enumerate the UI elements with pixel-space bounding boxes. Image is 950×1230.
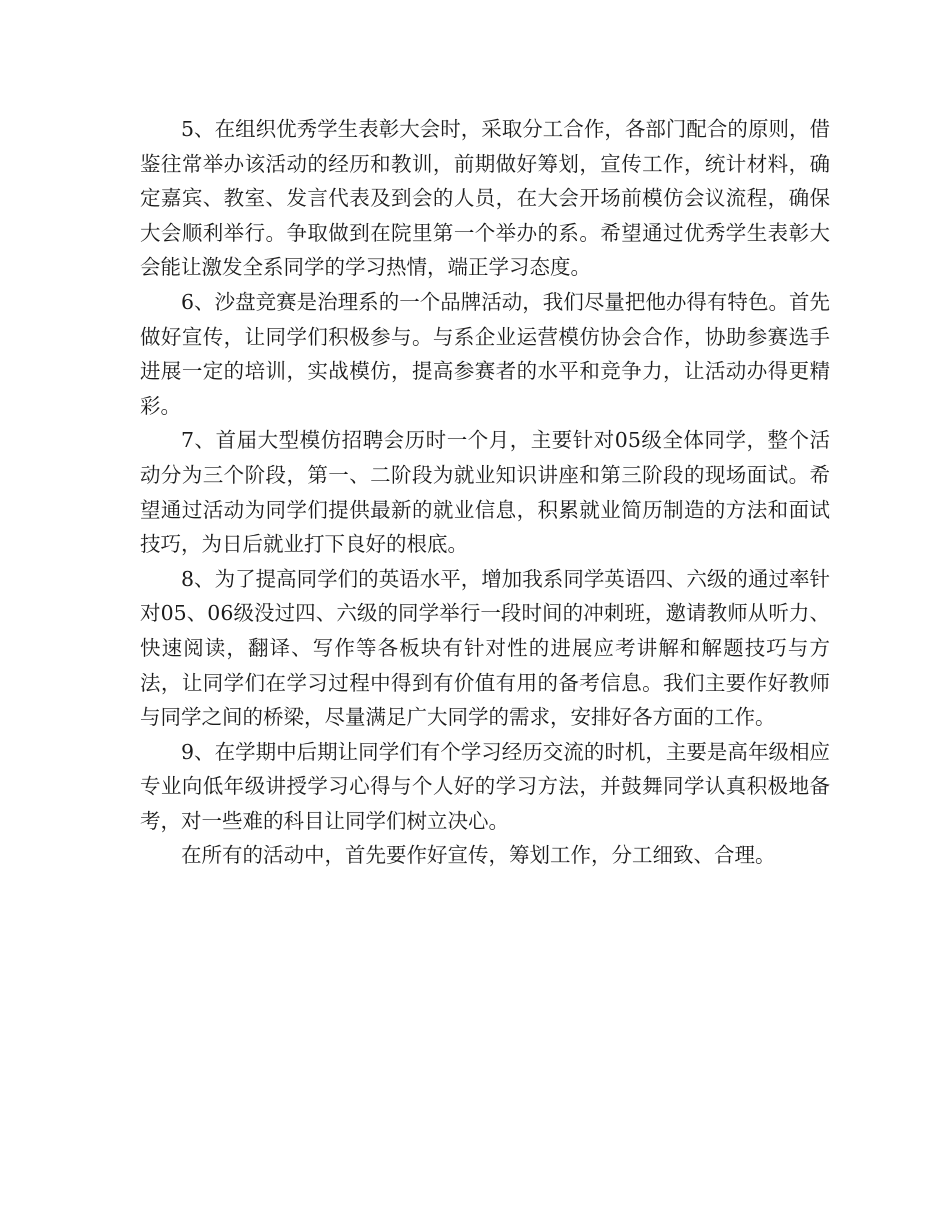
paragraph-7-job-fair: 7、首届大型模仿招聘会历时一个月，主要针对05级全体同学，整个活动分为三个阶段，第一、二阶段为就业知识讲座和第三阶段的现场面试。希望通过活动为同学们提供最新的就业信息，积累就业简历制造的方法和面试技巧，为日后就业打下良好的根底。 [140, 428, 830, 557]
paragraph-summary: 在所有的活动中，首先要作好宣传，筹划工作，分工细致、合理。 [181, 843, 776, 868]
document-body [140, 112, 830, 873]
paragraph-5-student-awards: 5、在组织优秀学生表彰大会时，采取分工合作，各部门配合的原则，借鉴往常举办该活动的经历和教训，前期做好筹划，宣传工作，统计材料，确定嘉宾、教室、发言代表及到会的人员，在大会开场前模仿会议流程，确保大会顺利举行。争取做到在院里第一个举办的系。希望通过优秀学生表彰大会能让激发全系同学的学习热情，端正学习态度。 [140, 117, 830, 280]
paragraph-6-sandbox-competition: 6、沙盘竞赛是治理系的一个品牌活动，我们尽量把他办得有特色。首先做好宣传，让同学们积极参与。与系企业运营模仿协会合作，协助参赛选手进展一定的培训，实战模仿，提高参赛者的水平和竞争力，让活动办得更精彩。 [140, 289, 830, 418]
paragraph-8-english-course: 8、为了提高同学们的英语水平，增加我系同学英语四、六级的通过率针对05、06级没过四、六级的同学举行一段时间的冲刺班，邀请教师从听力、快速阅读，翻译、写作等各板块有针对性的进展应考讲解和解题技巧与方法，让同学们在学习过程中得到有价值有用的备考信息。我们主要作好教师与同学之间的桥梁，尽量满足广大同学的需求，安排好各方面的工作。 [140, 566, 830, 730]
paragraph-9-study-exchange: 9、在学期中后期让同学们有个学习经历交流的时机，主要是高年级相应专业向低年级讲授学习心得与个人好的学习方法，并鼓舞同学认真积极地备考，对一些难的科目让同学们树立决心。 [140, 739, 830, 833]
